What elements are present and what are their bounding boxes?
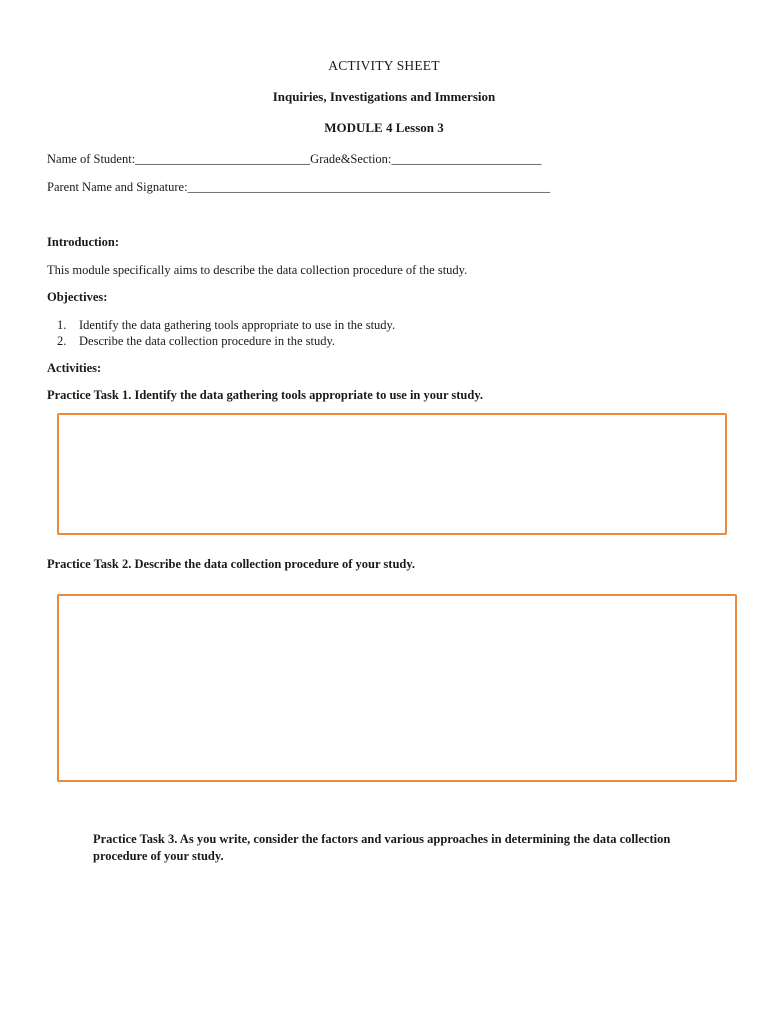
subject-title: Inquiries, Investigations and Immersion <box>272 89 496 104</box>
objective-item <box>57 317 395 333</box>
objectives-heading: Objectives: <box>47 290 108 304</box>
objective-text: Identify the data gathering tools appropriate to use in the study. <box>79 318 396 332</box>
practice-task-3-label: Practice Task 3. As you write, consider the factors and various approaches in determining the data collection procedure of your study. <box>93 832 671 863</box>
practice-task-1-answer-box[interactable] <box>57 413 727 535</box>
objective-text: Describe the data collection procedure in the study. <box>79 334 336 348</box>
parent-signature-field-line[interactable]: Parent Name and Signature:__________________________________________________________ <box>47 180 551 194</box>
practice-task-2-label: Practice Task 2. Describe the data collection procedure of your study. <box>47 557 416 571</box>
practice-task-1-label: Practice Task 1. Identify the data gathering tools appropriate to use in your study. <box>47 388 484 402</box>
practice-task-2-answer-box[interactable] <box>57 594 737 782</box>
objective-item <box>57 333 395 349</box>
introduction-text: This module specifically aims to describe the data collection procedure of the study. <box>47 263 468 277</box>
objective-number: 1. <box>57 318 67 332</box>
sheet-title: ACTIVITY SHEET <box>328 58 440 73</box>
introduction-heading: Introduction: <box>47 235 120 249</box>
activities-heading: Activities: <box>47 361 102 375</box>
objectives-list <box>57 317 395 349</box>
student-grade-field-line[interactable]: Name of Student:____________________________Grade&Section:________________________ <box>47 152 542 166</box>
module-title: MODULE 4 Lesson 3 <box>324 120 444 135</box>
objective-number: 2. <box>57 334 67 348</box>
